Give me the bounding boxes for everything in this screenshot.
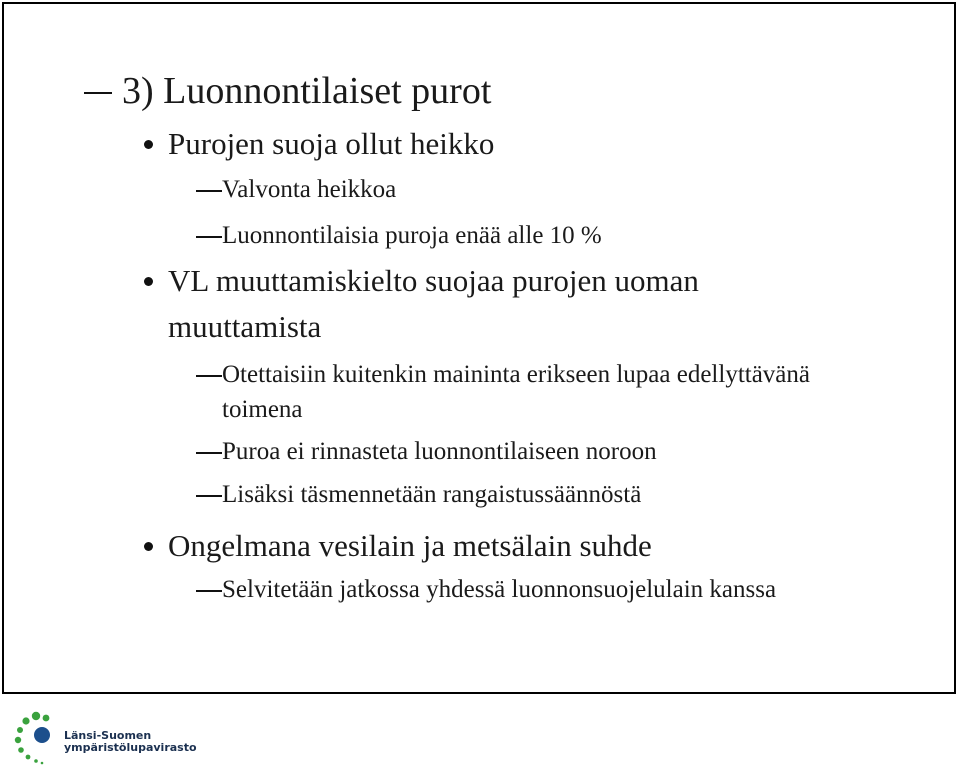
- logo-text-line1: Länsi-Suomen: [64, 729, 152, 742]
- sub-item-text: Selvitetään jatkossa yhdessä luonnonsuojelulain kanssa: [222, 576, 777, 603]
- slide-frame: [2, 2, 956, 694]
- sub-item-text: Valvonta heikkoa: [222, 176, 397, 203]
- sub-dash: [196, 495, 222, 497]
- bullet-dot: [144, 277, 153, 286]
- bullet-dot: [144, 140, 153, 149]
- bullet-text: Ongelmana vesilain ja metsälain suhde: [168, 528, 652, 563]
- bullet-dot: [144, 542, 153, 551]
- bullet-text: Purojen suoja ollut heikko: [168, 126, 495, 161]
- bullet-text: VL muuttamiskielto suojaa purojen uoman: [168, 263, 699, 298]
- sub-item-text: Luonnontilaisia puroja enää alle 10 %: [222, 222, 602, 249]
- sub-item-text-continued: toimena: [222, 396, 303, 423]
- sub-dash: [196, 190, 222, 192]
- lansi-suomen-logo-icon: [8, 705, 68, 765]
- sub-item-text: Lisäksi täsmennetään rangaistussäännöstä: [222, 481, 642, 508]
- bullet-text-continued: muuttamista: [168, 309, 322, 344]
- slide-title: 3) Luonnontilaiset purot: [122, 70, 492, 112]
- sub-dash: [196, 375, 222, 377]
- sub-dash: [196, 452, 222, 454]
- sub-item-text: Puroa ei rinnasteta luonnontilaiseen noroon: [222, 438, 657, 465]
- sub-dash: [196, 236, 222, 238]
- logo-text-line2: ympäristölupavirasto: [64, 741, 197, 754]
- title-dash: [84, 92, 112, 94]
- sub-dash: [196, 590, 222, 592]
- sub-item-text: Otettaisiin kuitenkin maininta erikseen lupaa edellyttävänä: [222, 361, 811, 388]
